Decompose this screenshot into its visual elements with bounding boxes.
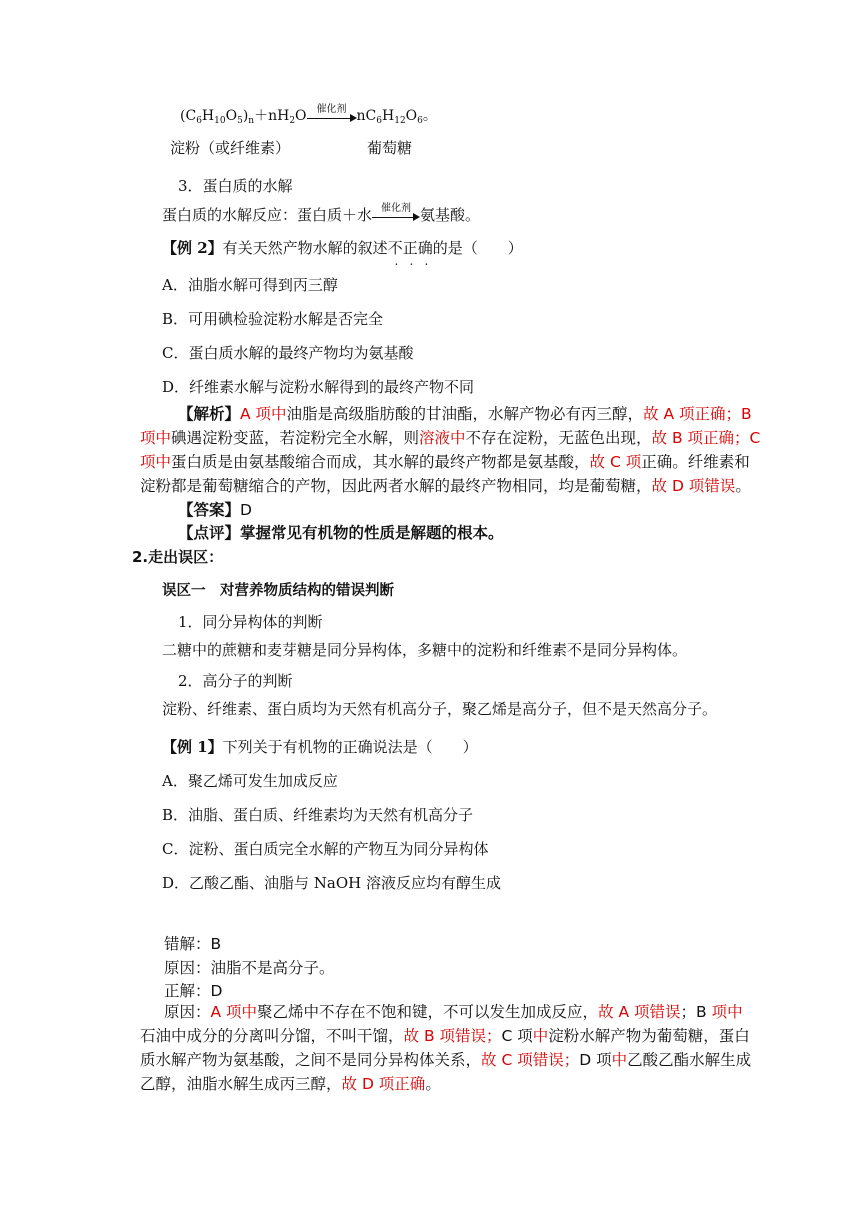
analysis-text: 淀粉都是葡萄糖缩合的产物，因此两者水解的最终产物相同，均是葡萄糖，: [140, 477, 652, 495]
wrong-label: 错解：: [164, 935, 211, 953]
section3-title: 3．蛋白质的水解: [178, 177, 293, 195]
formula-subscript: n: [248, 116, 255, 126]
section2-title: 2.走出误区：: [132, 548, 224, 566]
formula-text: O: [405, 108, 418, 124]
emphasis-char: 确: [417, 239, 433, 257]
wrong-answer-line: [164, 932, 221, 956]
formula-subscript: 6: [196, 116, 202, 126]
red-text: 故 D 项错误: [651, 477, 736, 495]
red-text: A 项中: [210, 1003, 258, 1021]
red-text: 故 C 项错误；: [481, 1051, 580, 1069]
mistake1-title: 误区一 对营养物质结构的错误判断: [162, 583, 394, 599]
formula-subscript: 6: [417, 116, 423, 126]
red-text: 故 B 项错误；: [403, 1027, 502, 1045]
isomer-title: 1．同分异构体的判断: [178, 613, 323, 631]
comment-text: 掌握常见有机物的性质是解题的根本。: [240, 524, 504, 542]
reaction-suffix: 氨基酸。: [420, 206, 481, 224]
polymer-title: 2．高分子的判断: [178, 672, 293, 690]
reaction-arrow: [372, 205, 420, 225]
example1-option-c: C．淀粉、蛋白质完全水解的产物互为同分异构体: [162, 840, 489, 858]
right-reason-line-3: [140, 1048, 751, 1072]
red-text: 项中: [140, 429, 172, 447]
analysis-line-1: [178, 402, 752, 426]
red-text: 中: [611, 1051, 628, 1069]
reason-text: 乙醇，油脂水解生成丙三醇，: [140, 1075, 342, 1093]
comment-label: 【点评】: [178, 524, 241, 542]
reaction-prefix: 蛋白质的水解反应：蛋白质＋水: [162, 206, 373, 224]
red-text: 溶液中: [419, 429, 466, 447]
example1-option-a: A．聚乙烯可发生加成反应: [162, 772, 338, 790]
hydrolysis-equation: [180, 106, 437, 131]
answer-value: D: [240, 501, 252, 519]
formula-text: ): [242, 108, 249, 124]
example1-stem: [162, 737, 478, 757]
formula-text: ＋nH: [254, 108, 290, 124]
wrong-value: B: [210, 935, 222, 953]
red-text: A 项中: [240, 405, 287, 423]
example2-stem: [162, 238, 523, 258]
reason-text: 。: [425, 1075, 441, 1093]
analysis-label: 【解析】: [178, 405, 241, 423]
answer-line: [178, 498, 252, 522]
polymer-text: 淀粉、纤维素、蛋白质均为天然有机高分子，聚乙烯是高分子，但不是天然高分子。: [162, 700, 718, 718]
red-text: 中: [532, 1027, 549, 1045]
example1-option-b: B．油脂、蛋白质、纤维素均为天然有机高分子: [162, 806, 474, 824]
example2-option-d: D．纤维素水解与淀粉水解得到的最终产物不同: [162, 378, 475, 396]
catalyst-label: 催化剂: [316, 104, 347, 115]
formula-text: 。: [422, 108, 437, 124]
analysis-text: 。: [735, 477, 751, 495]
analysis-text: 蛋白质是由氨基酸缩合而成，其水解的最终产物都是氨基酸，: [171, 453, 590, 471]
emphasis-char: 正: [402, 239, 418, 257]
formula-subscript: 6: [376, 116, 382, 126]
wrong-reason-line: [164, 956, 335, 980]
answer-label: 【答案】: [178, 501, 241, 519]
analysis-line-3: [140, 450, 750, 474]
example1-label: 【例 1】: [162, 738, 223, 756]
reason-text: 淀粉水解产物为葡萄糖，蛋白: [548, 1027, 750, 1045]
reason-text: D 项: [579, 1051, 612, 1069]
red-text: 故 A 项正确；B: [643, 405, 752, 423]
wrong-reason: 油脂不是高分子。: [210, 959, 335, 977]
formula-text: nC: [356, 108, 377, 124]
right-reason-line-4: [140, 1072, 441, 1096]
formula-text: O: [295, 108, 307, 124]
formula-name-right: 葡萄糖: [367, 139, 413, 157]
isomer-text: 二糖中的蔗糖和麦芽糖是同分异构体，多糖中的淀粉和纤维素不是同分异构体。: [162, 641, 688, 659]
example2-stem-text: 有关天然产物水解的叙述: [222, 239, 388, 257]
example2-option-c: C．蛋白质水解的最终产物均为氨基酸: [162, 344, 414, 362]
example2-option-b: B．可用碘检验淀粉水解是否完全: [162, 310, 384, 328]
red-text: 故 B 项正确；C: [651, 429, 761, 447]
reason-text: 质水解产物为氨基酸，之间不是同分异构体关系，: [140, 1051, 482, 1069]
example2-stem-text: 的是（ ）: [432, 239, 523, 257]
reason-text: 石油中成分的分离叫分馏，不叫干馏，: [140, 1027, 404, 1045]
formula-text: (C: [180, 108, 197, 124]
right-label: 正解：: [164, 982, 211, 1000]
reason-text: ；B: [680, 1003, 712, 1021]
reason-label: 原因：: [164, 1003, 211, 1021]
analysis-line-4: [140, 474, 751, 498]
red-text: 故 D 项正确: [341, 1075, 426, 1093]
analysis-text: 油脂是高级脂肪酸的甘油酯，水解产物必有丙三醇，: [286, 405, 644, 423]
comment-line: [178, 521, 504, 545]
analysis-text: 正确。纤维素和: [641, 453, 750, 471]
catalyst-label: 催化剂: [381, 203, 412, 214]
red-text: 故 C 项: [589, 453, 642, 471]
example1-stem-text: 下列关于有机物的正确说法是（ ）: [222, 738, 478, 756]
right-value: D: [210, 982, 223, 1000]
analysis-text: 碘遇淀粉变蓝，若淀粉完全水解，则: [171, 429, 420, 447]
reason-text: 乙酸乙酯水解生成: [627, 1051, 752, 1069]
red-text: 项中: [140, 453, 172, 471]
example1-option-d: D．乙酸乙酯、油脂与 NaOH 溶液反应均有醇生成: [162, 874, 502, 892]
formula-name-left: 淀粉（或纤维素）: [170, 139, 291, 157]
emphasis-char: 不: [387, 239, 403, 257]
formula-subscript: 5: [237, 116, 243, 126]
formula-text: H: [201, 108, 215, 124]
formula-subscript: 10: [214, 116, 226, 126]
reason-text: 聚乙烯中不存在不饱和键，不可以发生加成反应，: [257, 1003, 599, 1021]
formula-subscript: 2: [289, 116, 296, 126]
formula-subscript: 12: [394, 116, 406, 126]
red-text: 项中: [711, 1003, 743, 1021]
analysis-line-2: [140, 426, 760, 450]
red-text: 故 A 项错误: [598, 1003, 681, 1021]
reason-text: C 项: [501, 1027, 533, 1045]
example2-label: 【例 2】: [162, 239, 223, 257]
formula-text: O: [225, 108, 238, 124]
protein-reaction: [162, 205, 480, 225]
right-reason-line-2: [140, 1024, 750, 1048]
reaction-arrow: [307, 106, 357, 126]
example2-option-a: A．油脂水解可得到丙三醇: [162, 276, 338, 294]
analysis-text: 不存在淀粉，无蓝色出现，: [465, 429, 652, 447]
right-reason-line-1: [164, 1000, 743, 1024]
reason-label: 原因：: [164, 959, 211, 977]
formula-text: H: [382, 108, 395, 124]
